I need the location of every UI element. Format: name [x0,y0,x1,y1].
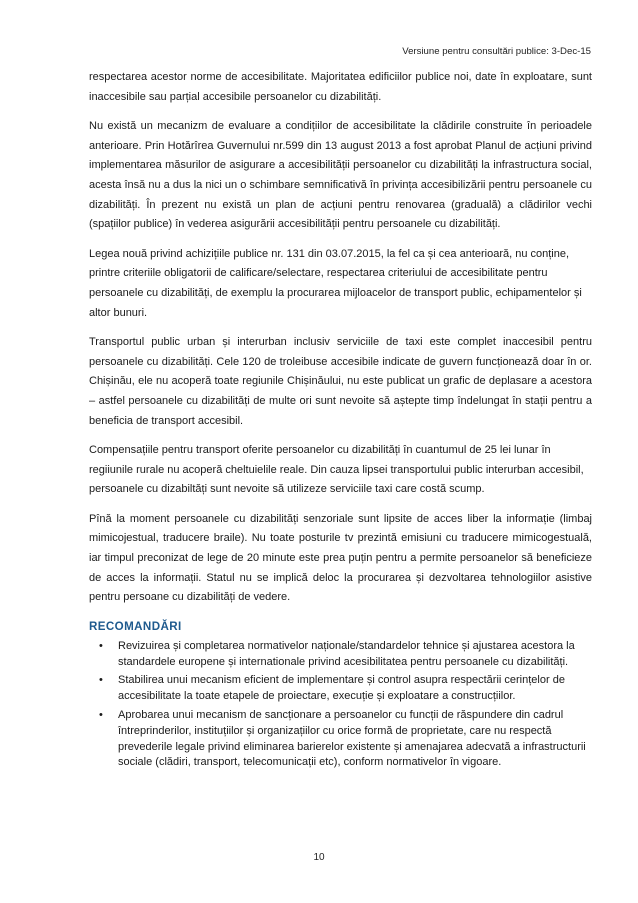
list-item [89,708,592,771]
recommendations-heading: RECOMANDĂRI [89,619,182,633]
bullet-icon: • [99,639,103,652]
paragraph-accessibility-norms: respectarea acestor norme de accesibilitate. Majoritatea edificiilor publice noi, date în exploatare, sunt inaccesibile sau parțial accesibile persoanelor cu dizabilități. [89,71,592,103]
document-body [89,68,592,774]
bullet-icon: • [99,709,103,722]
recommendation-text: Revizuirea și completarea normativelor naționale/standardelor tehnice și ajustarea acestora la standardele europene și internationale privind acesibilitatea pentru persoanele cu dizabilități. [118,639,575,668]
bullet-icon: • [99,674,103,687]
paragraph-transport-compensation: Compensațiile pentru transport oferite persoanelor cu dizabilități în cuantumul de 25 lei lunar în regiiunile rurale nu acoperă cheltuielile reale. Din cauza lipsei transportului public interurban accesibil, persoanele cu dizabiltăți sunt nevoite să utilizeze serviciile taxi care costă scump. [89,444,584,496]
paragraph-evaluation-mechanism: Nu există un mecanizm de evaluare a condițiilor de accesibilitate la clădirile construite în perioadele anterioare. Prin Hotărîrea Guvernului nr.599 din 13 august 2013 a fost aprobat Planul de acțiuni privind implementarea măsurilor de asigurare a accesibilității persoanelor cu dizabilități la infrastructura social, acesta însă nu a dus la nici un o schimbare semnificativă în privința accesibilizării pentru persoanele cu dizabilități. În prezent nu există un plan de acțiuni pentru renovarea (graduală) a clădirilor vechi (spațiilor publice) în vederea asigurării accesibilității pentru persoanele cu dizabilități. [89,120,592,231]
paragraph-public-procurement-law: Legea nouă privind achizițiile publice nr. 131 din 03.07.2015, la fel ca și cea anterioară, nu conține, printre criteriile obligatorii de calificare/selectare, respectarea criteriului de accesibilitate pentru persoanele cu dizabilități, de exemplu la procurarea mijloacelor de transport public, echipamentelor și altor bunuri. [89,247,582,319]
list-item [89,639,592,671]
paragraph-sensory-disabilities-information: Pînă la moment persoanele cu dizabilități senzoriale sunt lipsite de acces liber la informație (limbaj mimicojestual, traducere braile). Nu toate posturile tv prezintă emisiuni cu traducere mimicogestuală, iar timpul preconizat de lege de 20 minute este prea puțin pentru a permite persoanelor să beneficieze de acces la informații. Statul nu se implică deloc la procurarea și dezvoltarea tehnologiilor asistive pentru persoane cu dizabilități de vedere. [89,512,592,604]
page-number: 10 [313,852,325,863]
recommendation-text: Aprobarea unui mecanism de sancționare a persoanelor cu funcții de răspundere din cadrul întreprinderilor, instituțiilor și organizațiilor cu orice formă de proprietate, care nu respectă prevederile legale privind eliminarea barierelor existente și amenajarea adecvată a infrastructurii sociale (clădiri, transport, telecomunicații etc), conform normativelor în vigoare. [118,709,586,769]
recommendations-list [89,639,592,771]
paragraph-public-transport: Transportul public urban și interurban inclusiv serviciile de taxi este complet inaccesibil pentru persoanele cu dizabilități. Cele 120 de troleibuse accesibile indicate de guvern funcționează doar în or. Chișinău, ele nu acoperă toate regiunile Chișinăului, nu este publicat un grafic de deplasare a acestora – astfel persoanele cu dizabilități de multe ori sunt nevoite să aștepte timp îndelungat în stații pentru a beneficia de transport accesibil. [89,336,592,427]
list-item [89,673,592,705]
recommendation-text: Stabilirea unui mecanism eficient de implementare și control asupra respectării cerințelor de accesibilitate la toate etapele de proiectare, execuție și exploatare a construcțiilor. [118,674,565,703]
page-header-version: Versiune pentru consultări publice: 3-Dec-15 [402,46,591,57]
